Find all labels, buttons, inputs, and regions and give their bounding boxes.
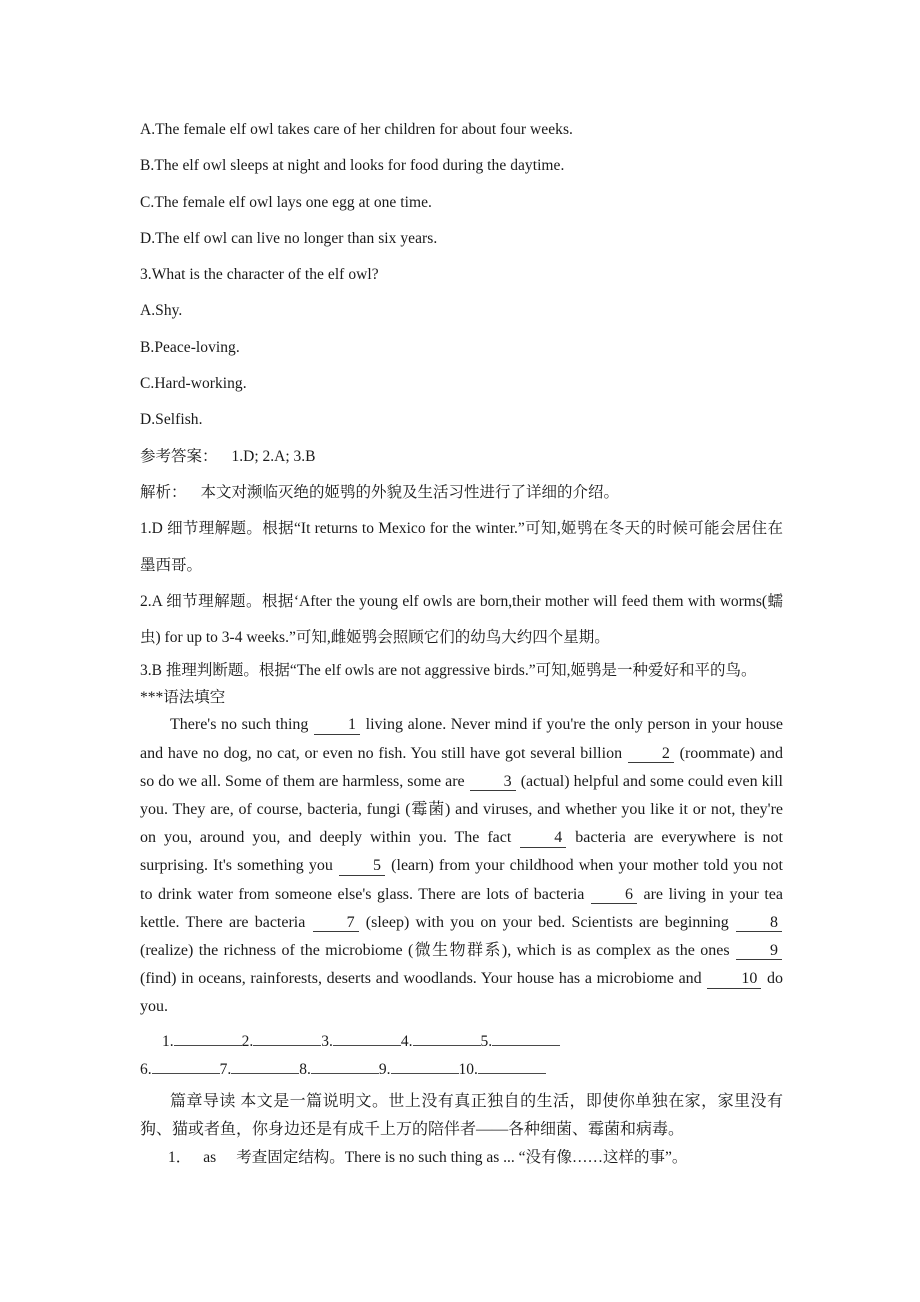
answer-blank-rule[interactable] xyxy=(413,1032,481,1046)
answer-blank-number: 10. xyxy=(458,1060,478,1078)
passage-text: (realize) the richness of the microbiome (微生物群系), which is as complex as the ones xyxy=(140,942,735,960)
answer-key-line xyxy=(140,439,783,475)
blank-2[interactable]: 2 xyxy=(628,746,674,763)
blank-10[interactable]: 10 xyxy=(707,971,761,988)
answer-blank-row-2 xyxy=(140,1056,783,1084)
passage-text: do you. xyxy=(140,970,784,1016)
answer-blank-number: 8. xyxy=(299,1060,311,1078)
blank-1[interactable]: 1 xyxy=(314,717,360,734)
analysis-item-3: 3.B 推理判断题。根据“The elf owls are not aggressive birds.”可知,姬鸮是一种爱好和平的鸟。 xyxy=(140,662,757,680)
answer-blank-item[interactable] xyxy=(379,1056,459,1084)
answer-blank-item[interactable] xyxy=(162,1028,242,1056)
cloze-passage xyxy=(140,711,783,1021)
answer-blank-rule[interactable] xyxy=(152,1060,220,1074)
commentary-label: 篇章导读 xyxy=(170,1092,236,1110)
passage-text: (learn) from your childhood when your mother told you not to drink water from someone else's glass. There are lots of bacteria xyxy=(140,857,783,903)
answer-blank-item[interactable] xyxy=(242,1028,322,1056)
answer-key-label: 参考答案： xyxy=(140,447,218,465)
answer-blank-number: 9. xyxy=(378,1060,391,1078)
blank-8[interactable]: 8 xyxy=(736,915,782,932)
note-number: 1． xyxy=(168,1149,192,1167)
answer-blank-item[interactable] xyxy=(459,1056,546,1084)
answer-blank-rule[interactable] xyxy=(492,1032,560,1046)
answer-blank-item[interactable] xyxy=(401,1028,481,1056)
passage-commentary xyxy=(140,1088,783,1144)
answer-blank-rows xyxy=(140,1028,783,1084)
answer-blank-item[interactable] xyxy=(299,1056,379,1084)
analysis-summary: 本文对濒临灭绝的姬鸮的外貌及生活习性进行了详细的介绍。 xyxy=(200,483,620,501)
answer-blank-row-1 xyxy=(140,1028,783,1056)
answer-key-value: 1.D; 2.A; 3.B xyxy=(231,447,316,465)
answer-blank-rule[interactable] xyxy=(478,1060,546,1074)
analysis-label: 解析： xyxy=(140,483,187,501)
blank-3[interactable]: 3 xyxy=(470,774,516,791)
analysis-item-2: 2.A 细节理解题。根据‘After the young elf owls are born,their mother will feed them with worms(蠕虫) for up to 3-4 weeks.”可知,雌姬鸮会照顾它们的幼鸟大约四个星期。 xyxy=(140,592,783,647)
mcq-option: D.Selfish. xyxy=(140,411,203,429)
note-answer: as xyxy=(203,1149,217,1167)
analysis-summary-line xyxy=(140,475,783,511)
blank-9[interactable]: 9 xyxy=(736,943,782,960)
page-content xyxy=(140,112,783,1172)
answer-blank-rule[interactable] xyxy=(174,1032,242,1046)
answer-blank-number: 5. xyxy=(480,1032,493,1050)
commentary-text: 本文是一篇说明文。世上没有真正独自的生活，即使你单独在家，家里没有狗、猫或者鱼，你身边还是有成千上万的陪伴者——各种细菌、霉菌和病毒。 xyxy=(140,1092,783,1138)
passage-text: are living in your tea kettle. There are bacteria xyxy=(140,885,783,931)
answer-blank-rule[interactable] xyxy=(253,1032,321,1046)
mcq-option: D.The elf owl can live no longer than six years. xyxy=(140,229,438,247)
answer-blank-rule[interactable] xyxy=(231,1060,299,1074)
mcq-option: A.The female elf owl takes care of her children for about four weeks. xyxy=(140,121,573,138)
answer-blank-item[interactable] xyxy=(220,1056,300,1084)
passage-text: There's no such thing xyxy=(170,716,314,734)
passage-text: bacteria are everywhere is not surprising. It's something you xyxy=(140,829,783,875)
answer-blank-number: 6. xyxy=(140,1060,152,1078)
answer-blank-item[interactable] xyxy=(481,1028,561,1056)
answer-blank-rule[interactable] xyxy=(311,1060,379,1074)
answer-blank-item[interactable] xyxy=(140,1056,220,1084)
answer-blank-rule[interactable] xyxy=(333,1032,401,1046)
answer-blank-number: 3. xyxy=(321,1032,333,1050)
passage-text: (roommate) and so do we all. Some of them are harmless, some are xyxy=(140,744,783,790)
blank-6[interactable]: 6 xyxy=(591,887,637,904)
note-text: 考查固定结构。There is no such thing as ... “没有像……这样的事”。 xyxy=(236,1149,688,1167)
answer-blank-number: 4. xyxy=(400,1032,413,1050)
blank-7[interactable]: 7 xyxy=(313,915,359,932)
mcq-option: C.Hard-working. xyxy=(140,375,247,393)
mcq-option: A.Shy. xyxy=(140,302,183,320)
blank-4[interactable]: 4 xyxy=(520,830,566,847)
question-stem: 3.What is the character of the elf owl? xyxy=(140,266,379,284)
mcq-option: C.The female elf owl lays one egg at one time. xyxy=(140,193,432,211)
answer-blank-number: 7. xyxy=(219,1060,232,1078)
answer-blank-rule[interactable] xyxy=(391,1060,459,1074)
passage-text: (actual) helpful and some could even kill you. They are, of course, bacteria, fungi (霉菌) and viruses, and whether you like it or not, they're on you, around you, and deeply within you. The fact xyxy=(140,772,783,847)
analysis-item-1: 1.D 细节理解题。根据“It returns to Mexico for the winter.”可知,姬鸮在冬天的时候可能会居住在墨西哥。 xyxy=(140,520,783,574)
passage-text: (sleep) with you on your bed. Scientists are beginning xyxy=(359,913,735,931)
answer-blank-item[interactable] xyxy=(321,1028,401,1056)
grammar-note-1 xyxy=(140,1144,783,1172)
passage-text: (find) in oceans, rainforests, deserts and woodlands. Your house has a microbiome and xyxy=(140,970,707,988)
blank-5[interactable]: 5 xyxy=(339,858,385,875)
answer-blank-number: 1. xyxy=(162,1032,174,1050)
mcq-option: B.Peace-loving. xyxy=(140,338,240,356)
mcq-option: B.The elf owl sleeps at night and looks for food during the daytime. xyxy=(140,157,565,175)
passage-text: living alone. Never mind if you're the only person in your house and have no dog, no cat, or even no fish. You still have got several billion xyxy=(140,716,783,762)
section-heading: ***语法填空 xyxy=(140,689,226,707)
answer-blank-number: 2. xyxy=(241,1032,254,1050)
